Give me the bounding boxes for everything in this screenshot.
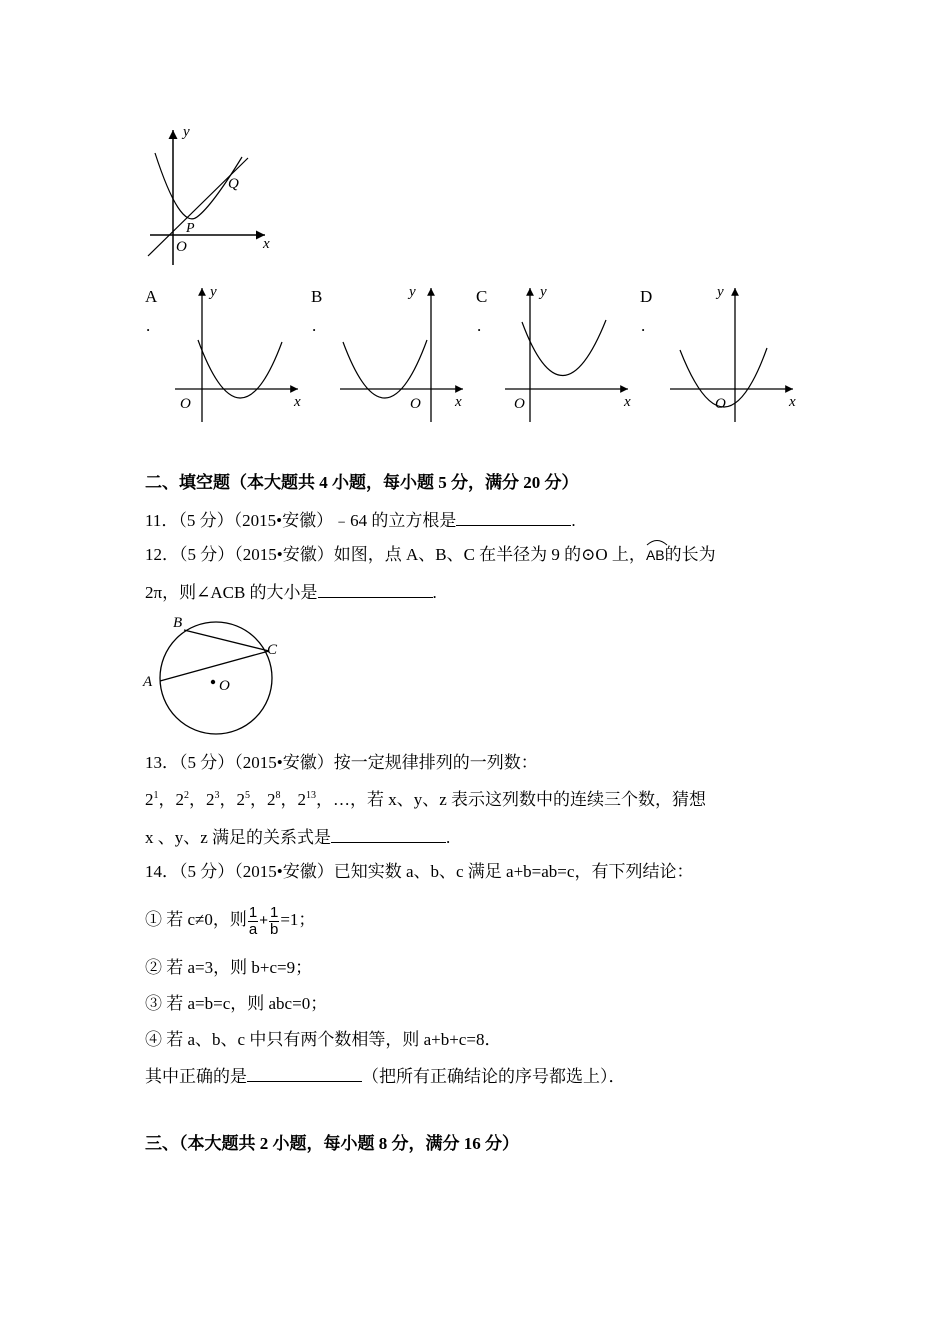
- main-x-label: x: [263, 236, 270, 252]
- q14-statement-3: ③ 若 a=b=c，则 abc=0；: [145, 994, 328, 1013]
- circle-figure: [140, 612, 290, 740]
- seq-term-2: $2^2$: [175, 790, 189, 809]
- svg-text:O: O: [715, 396, 726, 412]
- svg-text:B: B: [173, 615, 183, 631]
- option-d-letter: D: [640, 287, 653, 306]
- q11-text: 11．（5 分）（2015•安徽）﹣64 的立方根是: [145, 511, 457, 530]
- seq-term-5: $2^8$: [267, 790, 281, 809]
- question-14-line1: 14．（5 分）（2015•安徽）已知实数 a、b、c 满足 a+b=ab=c，有下列结论：: [145, 862, 694, 881]
- main-q-label: Q: [228, 176, 239, 192]
- option-c-graph: [500, 280, 640, 425]
- q14-answer-line: 其中正确的是 （把所有正确结论的序号都选上）．: [145, 1067, 626, 1086]
- question-12-line1: [145, 544, 716, 566]
- option-b-letter: B: [311, 287, 323, 306]
- question-13-line1: 13．（5 分）（2015•安徽）按一定规律排列的一列数：: [145, 753, 538, 772]
- svg-text:x: x: [789, 394, 796, 410]
- q11-answer-blank: [456, 509, 571, 526]
- svg-text:x: x: [624, 394, 631, 410]
- svg-text:O: O: [410, 396, 421, 412]
- fraction-1-over-b: $\frac{1}{b}$: [270, 903, 279, 938]
- q14-statement-2: ② 若 a=3，则 b+c=9；: [145, 958, 313, 977]
- option-c-parabola: [522, 320, 606, 376]
- option-a-letter: A: [145, 287, 158, 306]
- question-13-line2: $2^1$，$2^2$，$2^3$，$2^5$，$2^8$，$2^{13}$，…，若 x、y、z 表示这列数中的连续三个数，猜想: [145, 790, 707, 809]
- question-11: 11．（5 分）（2015•安徽）﹣64 的立方根是 .: [145, 511, 576, 530]
- q14-statement-4: ④ 若 a、b、c 中只有两个数相等，则 a+b+c=8．: [145, 1030, 502, 1049]
- seq-term-4: $2^5$: [236, 790, 250, 809]
- option-c-letter: C: [476, 287, 488, 306]
- seq-term-3: $2^3$: [206, 790, 220, 809]
- q13-answer-blank: [331, 826, 446, 843]
- option-d-dot: .: [641, 316, 646, 335]
- main-figure: [140, 120, 290, 272]
- option-b-dot: .: [312, 316, 317, 335]
- fraction-1-over-a: $\frac{1}{a}$: [248, 903, 258, 938]
- section2-heading: 二、填空题（本大题共 4 小题，每小题 5 分，满分 20 分）: [145, 473, 579, 492]
- circle: [160, 622, 272, 734]
- option-a-dot: .: [146, 316, 151, 335]
- svg-text:y: y: [210, 284, 217, 300]
- svg-text:O: O: [219, 678, 230, 694]
- main-y-label: y: [183, 124, 190, 140]
- question-13-line3: x 、y、z 满足的关系式是 .: [145, 828, 451, 847]
- arc-ab-symbol: AB: [646, 544, 665, 566]
- svg-text:y: y: [409, 284, 416, 300]
- option-c-dot: .: [477, 316, 482, 335]
- q13-text2: ，…，若 x、y、z 表示这列数中的连续三个数，猜想: [316, 790, 707, 809]
- chord-ac: [160, 651, 269, 681]
- q12-answer-blank: [318, 581, 433, 598]
- seq-term-1: $2^1$: [145, 790, 159, 809]
- main-p-label: P: [186, 221, 195, 236]
- chord-bc: [184, 630, 269, 651]
- svg-text:C: C: [267, 642, 278, 658]
- svg-text:y: y: [717, 284, 724, 300]
- q12-text1b: 的长为: [664, 545, 716, 564]
- option-a-graph: [170, 280, 310, 425]
- question-12-line2: 2π，则∠ACB 的大小是 .: [145, 583, 437, 602]
- svg-text:y: y: [540, 284, 547, 300]
- q13-text3: x 、y、z 满足的关系式是: [145, 828, 332, 847]
- q14-statement-1: ① 若 c≠0，则 $\frac{1}{a}$ + $\frac{1}{b}$ =1；: [145, 903, 316, 938]
- svg-text:x: x: [455, 394, 462, 410]
- q14-answer-blank: [247, 1065, 362, 1082]
- seq-term-6: $2^{13}$: [297, 790, 316, 809]
- option-d-graph: [665, 280, 805, 425]
- svg-text:O: O: [514, 396, 525, 412]
- main-origin-label: O: [176, 239, 187, 255]
- svg-text:x: x: [294, 394, 301, 410]
- main-line: [148, 158, 248, 256]
- q12-text2: 2π，则∠ACB 的大小是: [145, 583, 318, 602]
- svg-text:O: O: [180, 396, 191, 412]
- option-b-graph: [335, 280, 475, 425]
- q12-text1: 12．（5 分）（2015•安徽）如图，点 A、B、C 在半径为 9 的⊙O 上，: [145, 545, 646, 564]
- center-point: [211, 680, 215, 684]
- svg-text:A: A: [143, 674, 153, 690]
- section3-heading: 三、（本大题共 2 小题，每小题 8 分，满分 16 分）: [145, 1134, 519, 1153]
